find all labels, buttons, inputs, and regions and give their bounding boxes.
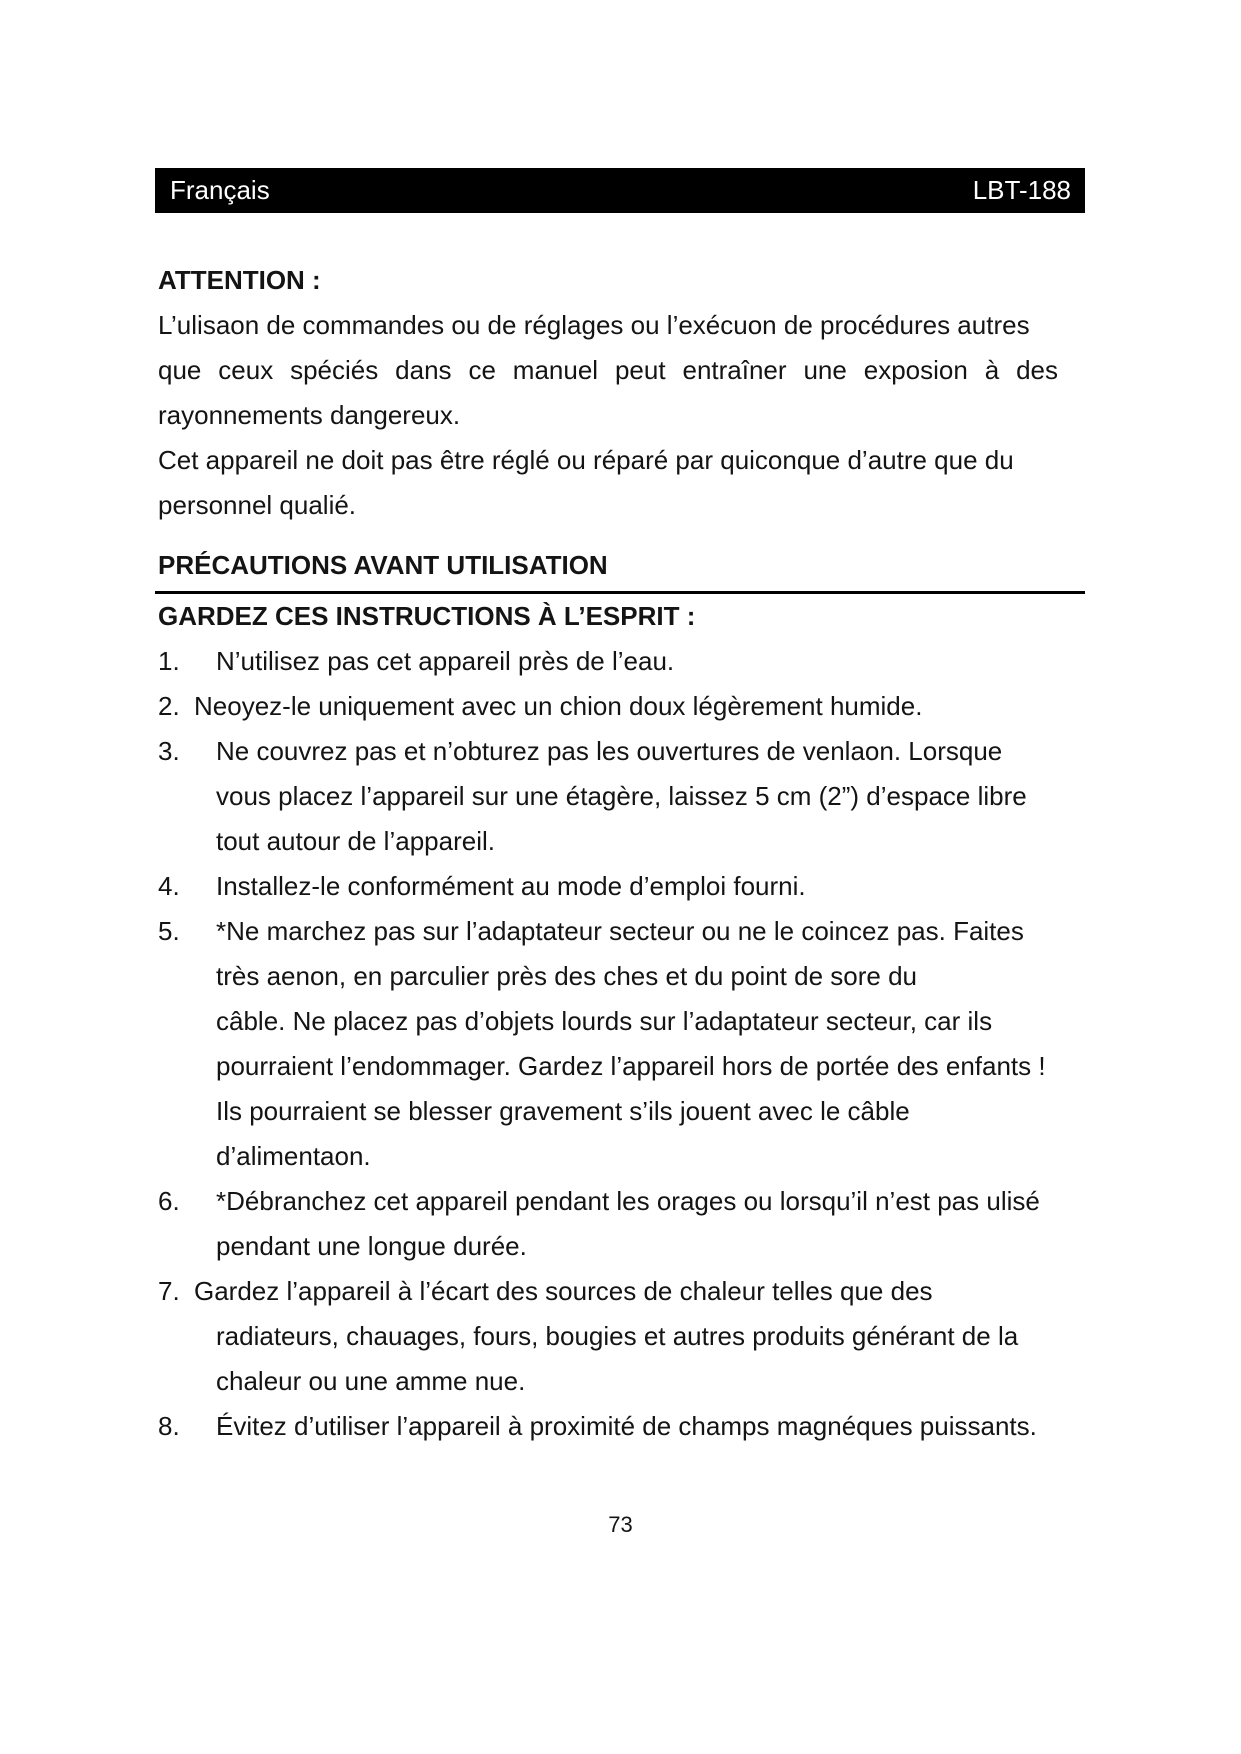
list-item-text: vous placez l’appareil sur une étagère, laissez 5 cm (2”) d’espace libre (216, 781, 1027, 811)
list-item-text: Ils pourraient se blesser gravement s’ils jouent avec le câble (216, 1096, 910, 1126)
precautions-subtitle: GARDEZ CES INSTRUCTIONS À L’ESPRIT : (158, 601, 696, 631)
attention-line: personnel qualié. (158, 490, 357, 520)
attention-line: L’ulisaon de commandes ou de réglages ou l’exécuon de procédures autres (158, 310, 1030, 340)
precautions-title: PRÉCAUTIONS AVANT UTILISATION (158, 550, 608, 580)
list-item (158, 1269, 1088, 1404)
list-item-text: pendant une longue durée. (216, 1231, 527, 1261)
list-item-number: 6. (158, 1186, 180, 1216)
list-item (158, 1179, 1088, 1269)
attention-line: rayonnements dangereux. (158, 400, 461, 430)
list-item-number: 1. (158, 646, 180, 676)
list-item-text: *Ne marchez pas sur l’adaptateur secteur ou ne le coincez pas. Faites (216, 916, 1024, 946)
list-item-text: très aenon, en parculier près des ches et du point de sore du (216, 961, 917, 991)
page-number: 73 (608, 1512, 633, 1537)
list-item-number: 8. (158, 1411, 180, 1441)
list-item-text: Installez-le conformément au mode d’emploi fourni. (216, 871, 806, 901)
list-item-text: *Débranchez cet appareil pendant les orages ou lorsqu’il n’est pas ulisé (216, 1186, 1040, 1216)
list-item-text: d’alimentaon. (216, 1141, 371, 1171)
page-content (158, 258, 1088, 1449)
list-item-text: tout autour de l’appareil. (216, 826, 495, 856)
list-item-number: 3. (158, 736, 180, 766)
list-item-text: câble. Ne placez pas d’objets lourds sur l’adaptateur secteur, car ils (216, 1006, 993, 1036)
list-item (158, 909, 1088, 1179)
list-item (158, 639, 1088, 684)
header-language: Français (170, 175, 270, 205)
list-item-number: 7. (158, 1276, 180, 1306)
header-model: LBT-188 (972, 175, 1071, 205)
precautions-list (158, 639, 1088, 1449)
list-item-text: N’utilisez pas cet appareil près de l’eau. (216, 646, 675, 676)
list-item-text: chaleur ou une amme nue. (216, 1366, 526, 1396)
attention-line: Cet appareil ne doit pas être réglé ou réparé par quiconque d’autre que du (158, 445, 1014, 475)
list-item (158, 729, 1088, 864)
list-item-text: Gardez l’appareil à l’écart des sources de chaleur telles que des (194, 1276, 933, 1306)
list-item-number: 2. (158, 691, 180, 721)
attention-title: ATTENTION : (158, 265, 321, 295)
list-item-text: Ne couvrez pas et n’obturez pas les ouvertures de venlaon. Lorsque (216, 736, 1003, 766)
list-item-number: 5. (158, 916, 180, 946)
list-item-number: 4. (158, 871, 180, 901)
list-item-text: pourraient l’endommager. Gardez l’appareil hors de portée des enfants ! (216, 1051, 1046, 1081)
list-item (158, 684, 1088, 729)
list-item-text: Évitez d’utiliser l’appareil à proximité de champs magnéques puissants. (216, 1411, 1037, 1441)
list-item-text: radiateurs, chauages, fours, bougies et autres produits générant de la (216, 1321, 1019, 1351)
list-item (158, 864, 1088, 909)
list-item (158, 1404, 1088, 1449)
list-item-text: Neoyez-le uniquement avec un chion doux légèrement humide. (194, 691, 923, 721)
page-header-bar (155, 168, 1085, 213)
attention-line: que ceux spéciés dans ce manuel peut entraîner une exposion à des (158, 355, 1058, 385)
